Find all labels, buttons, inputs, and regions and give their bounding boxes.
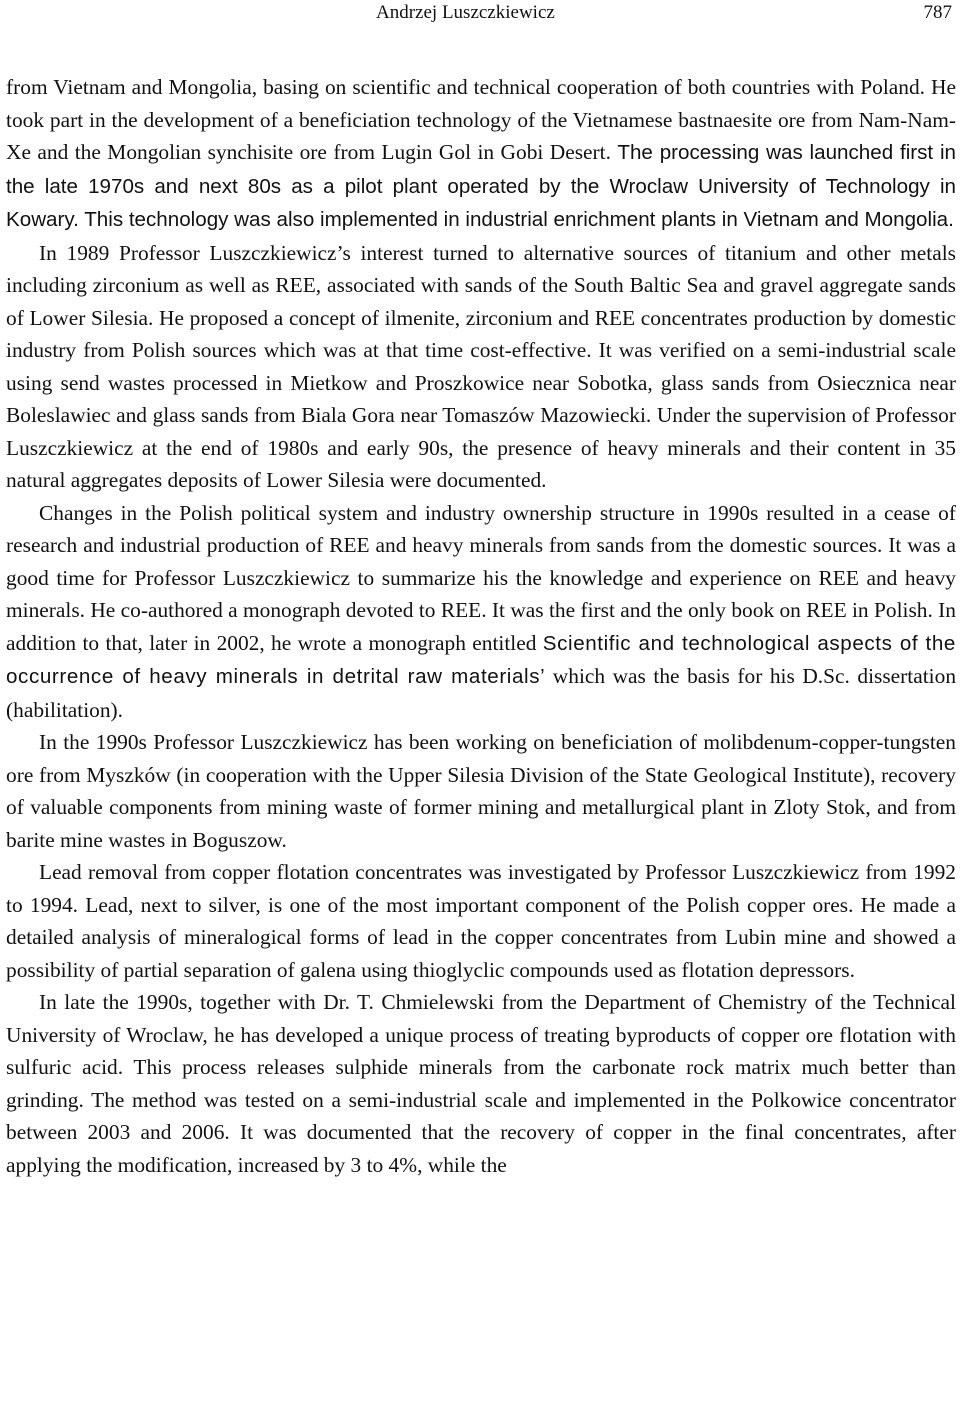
paragraph-3-text-c: which was the basis for his D.Sc. dissertation (habilitation).	[6, 664, 957, 722]
paragraph-4: In the 1990s Professor Luszczkiewicz has been working on beneficiation of molibdenum-copper-tungsten ore from Myszków (in cooperation with the Upper Silesia Division of the State Geological Institute), recovery of valuable components from mining waste of former mining and metallurgical plant in Zloty Stok, and from barite mine wastes in Boguszow.	[6, 730, 956, 852]
paragraph-2: In 1989 Professor Luszczkiewicz’s interest turned to alternative sources of titanium and other metals including zirconium as well as REE, associated with sands of the South Baltic Sea and gravel aggregate sands of Lower Silesia. He proposed a concept of ilmenite, zirconium and REE concentrates production by domestic industry from Polish sources which was at that time cost-effective. It was verified on a semi-industrial scale using send wastes processed in Mietkow and Proszkowice near Sobotka, glass sands from Osiecznica near Boleslawiec and glass sands from Biala Gora near Tomaszów Mazowiecki. Under the supervision of Professor Luszczkiewicz at the end of 1980s and early 90s, the presence of heavy minerals and their content in 35 natural aggregates deposits of Lower Silesia were documented.	[6, 240, 956, 492]
running-header-author: Andrzej Luszczkiewicz	[376, 2, 555, 23]
paragraph-6: In late the 1990s, together with Dr. T. Chmielewski from the Department of Chemistry of the Technical University of Wroclaw, he has developed a unique process of treating byproducts of copper ore flotation with sulfuric acid. This process releases sulphide minerals from the carbonate rock matrix much better than grinding. The method was tested on a semi-industrial scale and implemented in the Polkowice concentrator between 2003 and 2006. It was documented that the recovery of copper in the final concentrates, after applying the modification, increased by 3 to 4%, while the	[6, 990, 956, 1177]
paragraph-1-sans-text: The processing was launched first in the late 1970s and next 80s as a pilot plant operated by the Wroclaw University of Technology in Kowary. This technology was also implemented in industrial enrichment plants in Vietnam and Mongolia.	[6, 141, 956, 231]
monograph-title: Scientific and technological aspects of the occurrence of heavy minerals in detrital raw materials’	[6, 631, 956, 688]
article-body	[6, 71, 956, 1181]
paragraph-1	[6, 71, 956, 237]
paragraph-1-serif-text: from Vietnam and Mongolia, basing on scientific and technical cooperation of both countries with Poland. He took part in the development of a beneficiation technology of the Vietnamese bastnaesite ore from Nam-Nam-Xe and the Mongolian synchisite ore from Lugin Gol in Gobi Desert.	[6, 75, 956, 164]
paragraph-3	[6, 497, 956, 727]
paragraph-5: Lead removal from copper flotation concentrates was investigated by Professor Luszczkiewicz from 1992 to 1994. Lead, next to silver, is one of the most important component of the Polish copper ores. He made a detailed analysis of mineralogical forms of lead in the copper concentrates from Lubin mine and showed a possibility of partial separation of galena using thioglyclic compounds used as flotation depressors.	[6, 860, 956, 982]
paragraph-3-text-a: Changes in the Polish political system and industry ownership structure in 1990s resulted in a cease of research and industrial production of REE and heavy minerals from sands from the domestic sources. It was a good time for Professor Luszczkiewicz to summarize his the knowledge and experience on REE and heavy minerals. He co-authored a monograph devoted to REE. It was the first and the only book on REE in Polish. In addition to that, later in 2002, he wrote a monograph entitled	[6, 500, 956, 655]
page-number: 787	[923, 2, 952, 23]
running-header	[0, 2, 960, 28]
